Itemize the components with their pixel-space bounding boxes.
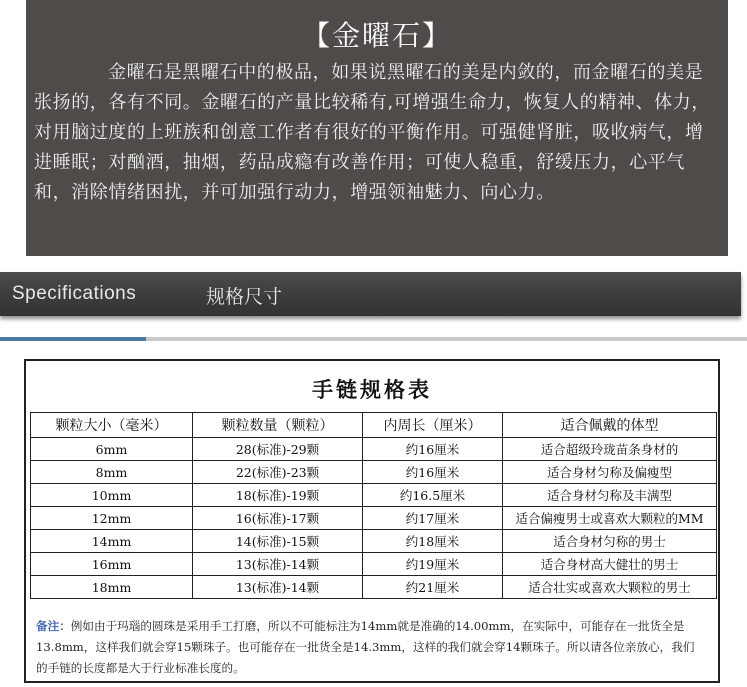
size-table-panel <box>24 359 720 683</box>
size-table <box>30 412 717 599</box>
cell-count: 18(标准)-19颗 <box>193 484 363 507</box>
note-label: 备注： <box>36 619 71 633</box>
table-row <box>31 507 717 530</box>
specifications-bar <box>0 272 741 316</box>
cell-circumference: 约21厘米 <box>363 576 503 599</box>
specifications-label-cn: 规格尺寸 <box>206 286 283 308</box>
table-row <box>31 576 717 599</box>
table-note <box>36 616 704 679</box>
header-inner-circumference: 内周长（厘米） <box>363 413 503 438</box>
size-table-title: 手链规格表 <box>312 378 432 402</box>
cell-size: 18mm <box>31 576 193 599</box>
intro-description: 金曜石是黑曜石中的极品，如果说黑曜石的美是内敛的，而金曜石的美是张扬的，各有不同。金曜石的产量比较稀有,可增强生命力，恢复人的精神、体力，对用脑过度的上班族和创意工作者有很好的平衡作用。可强健肾脏，吸收病气，增进睡眠；对酗酒，抽烟，药品成瘾有改善作用；可使人稳重，舒缓压力，心平气和，消除情绪困扰，并可加强行动力，增强领袖魅力、向心力。 <box>34 62 710 203</box>
cell-circumference: 约18厘米 <box>363 530 503 553</box>
table-row <box>31 484 717 507</box>
table-row <box>31 438 717 461</box>
cell-body-type: 适合偏瘦男士或喜欢大颗粒的MM <box>503 507 717 530</box>
cell-size: 6mm <box>31 438 193 461</box>
cell-circumference: 约16厘米 <box>363 461 503 484</box>
cell-circumference: 约19厘米 <box>363 553 503 576</box>
cell-body-type: 适合身材匀称的男士 <box>503 530 717 553</box>
intro-panel <box>26 0 728 256</box>
cell-count: 13(标准)-14颗 <box>193 553 363 576</box>
cell-body-type: 适合超级玲珑苗条身材的 <box>503 438 717 461</box>
cell-circumference: 约16厘米 <box>363 438 503 461</box>
cell-body-type: 适合身材匀称及丰满型 <box>503 484 717 507</box>
header-bead-count: 颗粒数量（颗粒） <box>193 413 363 438</box>
cell-body-type: 适合身材高大健壮的男士 <box>503 553 717 576</box>
section-divider <box>0 337 747 341</box>
cell-count: 16(标准)-17颗 <box>193 507 363 530</box>
cell-circumference: 约16.5厘米 <box>363 484 503 507</box>
cell-body-type: 适合壮实或喜欢大颗粒的男士 <box>503 576 717 599</box>
cell-size: 8mm <box>31 461 193 484</box>
specifications-label-en: Specifications <box>12 283 137 304</box>
cell-size: 10mm <box>31 484 193 507</box>
cell-count: 28(标准)-29颗 <box>193 438 363 461</box>
cell-count: 13(标准)-14颗 <box>193 576 363 599</box>
table-row <box>31 553 717 576</box>
cell-size: 14mm <box>31 530 193 553</box>
table-row <box>31 461 717 484</box>
cell-body-type: 适合身材匀称及偏瘦型 <box>503 461 717 484</box>
table-row <box>31 530 717 553</box>
cell-count: 14(标准)-15颗 <box>193 530 363 553</box>
intro-title: 【金曜石】 <box>301 19 452 52</box>
header-body-type: 适合佩戴的体型 <box>503 413 717 438</box>
cell-size: 12mm <box>31 507 193 530</box>
header-bead-size: 颗粒大小（毫米） <box>31 413 193 438</box>
cell-size: 16mm <box>31 553 193 576</box>
cell-count: 22(标准)-23颗 <box>193 461 363 484</box>
cell-circumference: 约17厘米 <box>363 507 503 530</box>
table-header-row <box>31 413 717 438</box>
note-text: 例如由于玛瑙的圆珠是采用手工打磨，所以不可能标注为14mm就是准确的14.00mm，在实际中，可能存在一批货全是13.8mm，这样我们就会穿15颗珠子。也可能存在一批货全是14.3mm，这样的我们就会穿14颗珠子。所以请各位亲放心，我们的手链的长度都是大于行业标准长度的。 <box>36 619 695 675</box>
